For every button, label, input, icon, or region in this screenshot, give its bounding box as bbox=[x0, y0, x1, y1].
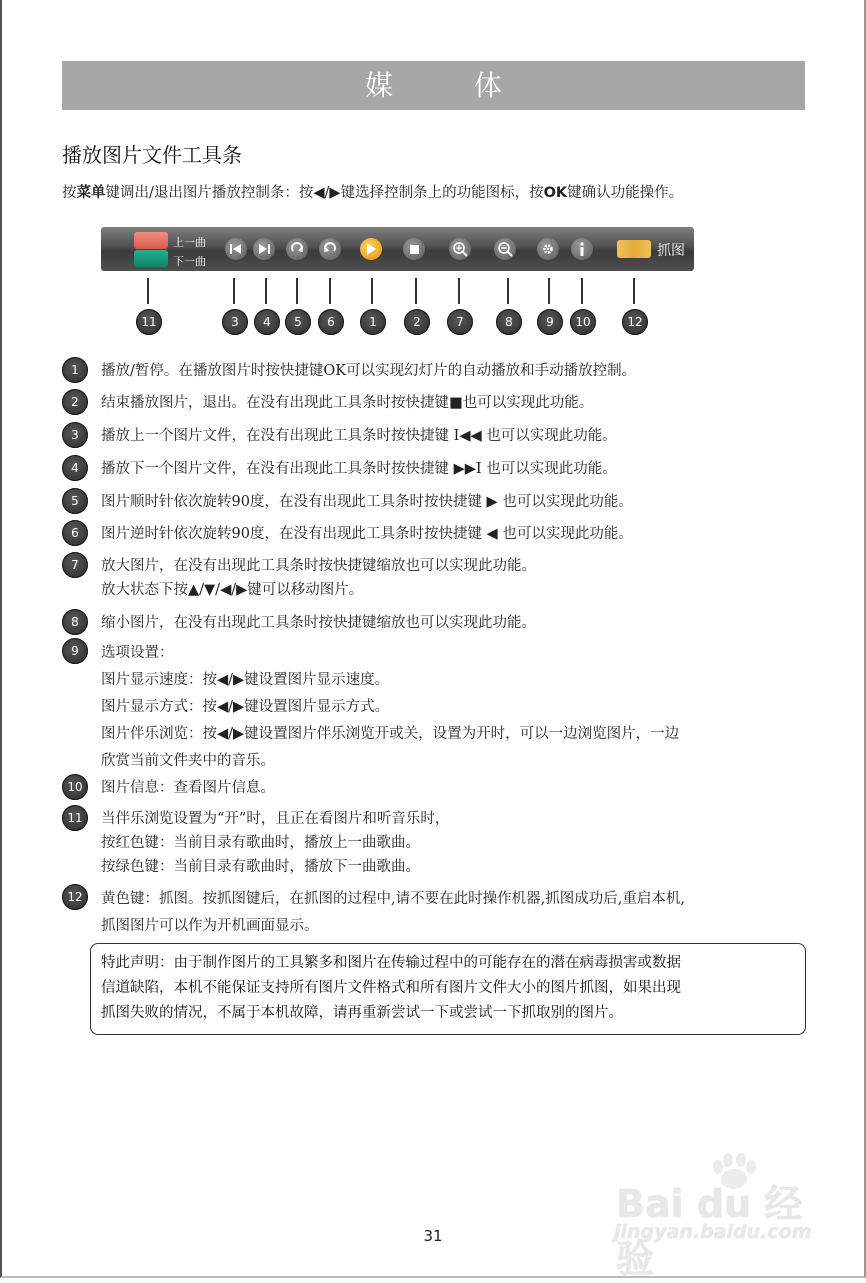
item-line: 放大图片，在没有出现此工具条时按快捷键缩放也可以实现此功能。 bbox=[101, 558, 536, 574]
callout-line bbox=[581, 278, 583, 304]
callout-line bbox=[371, 278, 373, 304]
callout-number: 3 bbox=[222, 309, 248, 335]
item-number: 11 bbox=[62, 805, 88, 831]
page-number: 31 bbox=[423, 1227, 443, 1245]
red-key-swatch[interactable] bbox=[134, 232, 168, 249]
item-number: 4 bbox=[62, 455, 88, 481]
callout-number: 9 bbox=[537, 309, 563, 335]
watermark-brand: Bai du 经验 bbox=[616, 1182, 803, 1281]
capture-label: 抓图 bbox=[657, 243, 685, 259]
callout-line bbox=[633, 278, 635, 304]
intro-paragraph bbox=[62, 181, 683, 202]
item-line: 欣赏当前文件夹中的音乐。 bbox=[101, 753, 275, 769]
item-line: 图片顺时针依次旋转90度，在没有出现此工具条时按快捷键 ▶ 也可以实现此功能。 bbox=[101, 494, 633, 510]
notice-line: 抓图失败的情况，不属于本机故障，请再重新尝试一下或尝试一下抓取别的图片。 bbox=[101, 1005, 623, 1021]
item-text bbox=[101, 424, 801, 448]
callout-number: 2 bbox=[404, 309, 430, 335]
callout-line bbox=[329, 278, 331, 304]
notice-line: 信道缺陷，本机不能保证支持所有图片文件格式和所有图片文件大小的图片抓图，如果出现 bbox=[101, 980, 681, 996]
item-line: 选项设置： bbox=[101, 645, 174, 661]
item-line: 播放上一个图片文件，在没有出现此工具条时按快捷键 I◀◀ 也可以实现此功能。 bbox=[101, 428, 617, 444]
photo-toolbar bbox=[101, 227, 694, 271]
intro-text-1: 按 bbox=[62, 185, 77, 201]
skip-next-icon[interactable] bbox=[253, 238, 275, 260]
item-text bbox=[101, 640, 801, 775]
skip-previous-icon[interactable] bbox=[225, 238, 247, 260]
item-line: 黄色键：抓图。按抓图键后，在抓图的过程中,请不要在此时操作机器,抓图成功后,重启本机, bbox=[101, 891, 685, 907]
item-line: 放大状态下按▲/▼/◀/▶键可以移动图片。 bbox=[101, 582, 364, 598]
item-line: 图片伴乐浏览：按◀/▶键设置图片伴乐浏览开或关，设置为开时，可以一边浏览图片，一边 bbox=[101, 726, 680, 742]
callout-number: 8 bbox=[496, 309, 522, 335]
callout-number: 12 bbox=[622, 309, 648, 335]
callout-number: 4 bbox=[254, 309, 280, 335]
item-line: 图片逆时针依次旋转90度，在没有出现此工具条时按快捷键 ◀ 也可以实现此功能。 bbox=[101, 526, 633, 542]
callout-line bbox=[147, 278, 149, 304]
callout-number: 11 bbox=[136, 309, 162, 335]
rotate-counterclockwise-icon[interactable] bbox=[319, 238, 341, 260]
callout-number: 6 bbox=[318, 309, 344, 335]
item-number: 8 bbox=[62, 609, 88, 635]
callout-line bbox=[296, 278, 298, 304]
page-header: 媒 体 bbox=[62, 61, 805, 110]
item-line: 播放下一个图片文件，在没有出现此工具条时按快捷键 ▶▶I 也可以实现此功能。 bbox=[101, 461, 617, 477]
next-track-label: 下一曲 bbox=[173, 255, 206, 268]
callout-number: 1 bbox=[360, 309, 386, 335]
item-number: 10 bbox=[62, 774, 88, 800]
settings-icon[interactable] bbox=[537, 238, 559, 260]
item-line: 图片信息：查看图片信息。 bbox=[101, 780, 275, 796]
item-line: 图片显示速度：按◀/▶键设置图片显示速度。 bbox=[101, 672, 390, 688]
callout-line bbox=[507, 278, 509, 304]
item-number: 3 bbox=[62, 422, 88, 448]
item-text bbox=[101, 359, 801, 383]
prev-track-label: 上一曲 bbox=[173, 236, 206, 249]
section-title: 播放图片文件工具条 bbox=[62, 143, 242, 167]
intro-text-3: 键确认功能操作。 bbox=[567, 185, 684, 201]
play-icon[interactable] bbox=[360, 238, 382, 260]
item-line: 缩小图片，在没有出现此工具条时按快捷键缩放也可以实现此功能。 bbox=[101, 615, 536, 631]
callout-number: 10 bbox=[570, 309, 596, 335]
callout-number: 5 bbox=[285, 309, 311, 335]
callout-line bbox=[415, 278, 417, 304]
yellow-key-swatch[interactable] bbox=[617, 240, 651, 258]
callout-line bbox=[233, 278, 235, 304]
item-line: 当伴乐浏览设置为“开”时，且正在看图片和听音乐时， bbox=[101, 811, 450, 827]
item-number: 7 bbox=[62, 552, 88, 578]
item-text bbox=[101, 554, 801, 602]
stop-icon[interactable] bbox=[403, 238, 425, 260]
item-text bbox=[101, 391, 801, 415]
item-text bbox=[101, 457, 801, 481]
item-text bbox=[101, 611, 801, 635]
item-number: 5 bbox=[62, 488, 88, 514]
watermark-url: jingyan.baidu.com bbox=[614, 1221, 812, 1243]
item-line: 按绿色键：当前目录有歌曲时，播放下一曲歌曲。 bbox=[101, 859, 420, 875]
item-line: 图片显示方式：按◀/▶键设置图片显示方式。 bbox=[101, 699, 390, 715]
intro-menu-key: 菜单 bbox=[76, 185, 106, 201]
intro-text-2: 键调出/退出图片播放控制条：按◀/▶键选择控制条上的功能图标，按 bbox=[105, 185, 544, 201]
item-line: 结束播放图片，退出。在没有出现此工具条时按快捷键■也可以实现此功能。 bbox=[101, 395, 594, 411]
item-number: 9 bbox=[62, 638, 88, 664]
item-text bbox=[101, 490, 801, 514]
intro-ok-key: OK bbox=[543, 185, 568, 201]
item-text bbox=[101, 776, 801, 800]
rotate-clockwise-icon[interactable] bbox=[286, 238, 308, 260]
callout-number: 7 bbox=[447, 309, 473, 335]
callout-line bbox=[458, 278, 460, 304]
item-number: 2 bbox=[62, 389, 88, 415]
item-line: 按红色键：当前目录有歌曲时，播放上一曲歌曲。 bbox=[101, 835, 420, 851]
zoom-out-icon[interactable] bbox=[494, 238, 516, 260]
item-number: 12 bbox=[62, 884, 88, 910]
item-number: 6 bbox=[62, 520, 88, 546]
green-key-swatch[interactable] bbox=[134, 250, 168, 267]
zoom-in-icon[interactable] bbox=[449, 238, 471, 260]
item-text bbox=[101, 807, 801, 879]
notice-box bbox=[90, 943, 806, 1035]
item-text bbox=[101, 522, 801, 546]
item-text bbox=[101, 886, 801, 940]
notice-line: 特此声明：由于制作图片的工具繁多和图片在传输过程中的可能存在的潜在病毒损害或数据 bbox=[101, 955, 681, 971]
item-line: 播放/暂停。在播放图片时按快捷键OK可以实现幻灯片的自动播放和手动播放控制。 bbox=[101, 363, 637, 379]
callout-line bbox=[265, 278, 267, 304]
item-number: 1 bbox=[62, 357, 88, 383]
item-line: 抓图图片可以作为开机画面显示。 bbox=[101, 918, 319, 934]
callout-line bbox=[548, 278, 550, 304]
info-icon[interactable] bbox=[571, 238, 593, 260]
